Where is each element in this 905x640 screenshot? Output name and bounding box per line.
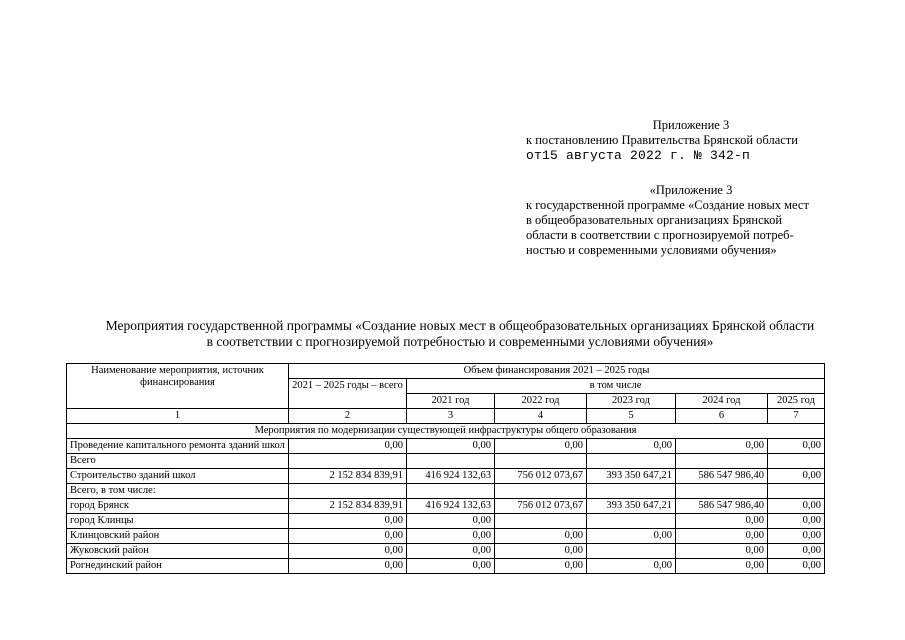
header-year: 2023 год [587, 394, 676, 409]
row-value: 0,00 [495, 529, 587, 544]
row-value [768, 454, 825, 469]
row-value: 0,00 [768, 499, 825, 514]
row-value [676, 484, 768, 499]
row-value: 0,00 [289, 529, 407, 544]
row-value: 0,00 [495, 559, 587, 574]
table-row [67, 514, 825, 529]
row-value: 0,00 [587, 439, 676, 454]
row-value: 0,00 [587, 559, 676, 574]
row-value: 0,00 [676, 544, 768, 559]
column-number-row [67, 409, 825, 424]
appendix-title: Приложение 3 [652, 118, 730, 132]
row-value: 0,00 [676, 559, 768, 574]
document-title-line: Мероприятия государственной программы «Создание новых мест в общеобразовательных организациях Брянской области [105, 318, 815, 333]
row-name: Всего [67, 454, 289, 469]
row-name: Клинцовский район [67, 529, 289, 544]
row-value [289, 484, 407, 499]
row-value: 0,00 [768, 529, 825, 544]
row-name: город Брянск [67, 499, 289, 514]
row-name: город Клинцы [67, 514, 289, 529]
row-value: 0,00 [407, 514, 495, 529]
row-value: 2 152 834 839,91 [289, 499, 407, 514]
column-number: 7 [768, 409, 825, 424]
row-value [495, 484, 587, 499]
row-name: Рогнединский район [67, 559, 289, 574]
row-value: 0,00 [676, 514, 768, 529]
program-appendix-line: в общеобразовательных организациях Брянской [526, 213, 783, 227]
row-value: 2 152 834 839,91 [289, 469, 407, 484]
row-value [768, 484, 825, 499]
row-name: Строительство зданий школ [67, 469, 289, 484]
header-including: в том числе [407, 379, 825, 394]
table-body [67, 439, 825, 574]
row-value: 586 547 986,40 [676, 469, 768, 484]
row-value: 0,00 [407, 559, 495, 574]
column-number: 6 [676, 409, 768, 424]
appendix-decree-line: к постановлению Правительства Брянской области [526, 133, 798, 147]
table-row [67, 544, 825, 559]
table-row [67, 469, 825, 484]
row-value: 0,00 [495, 439, 587, 454]
document-title [60, 318, 860, 350]
row-value [587, 544, 676, 559]
row-value [587, 484, 676, 499]
document-title-line: в соответствии с прогнозируемой потребностью и современными условиями обучения» [206, 334, 714, 349]
column-number: 3 [407, 409, 495, 424]
row-value: 0,00 [768, 439, 825, 454]
row-value [495, 514, 587, 529]
row-value [676, 454, 768, 469]
header-total: 2021 – 2025 годы – всего [289, 379, 407, 409]
program-appendix-line: области в соответствии с прогнозируемой потреб- [526, 228, 794, 242]
program-appendix-header [526, 183, 856, 258]
program-appendix-title: «Приложение 3 [649, 183, 733, 197]
row-value [407, 484, 495, 499]
row-value: 0,00 [768, 469, 825, 484]
row-value: 0,00 [768, 514, 825, 529]
row-value: 0,00 [676, 529, 768, 544]
table-row [67, 559, 825, 574]
row-value: 416 924 132,63 [407, 469, 495, 484]
column-number: 4 [495, 409, 587, 424]
section-title: Мероприятия по модернизации существующей инфраструктуры общего образования [67, 424, 825, 439]
header-year: 2022 год [495, 394, 587, 409]
row-value: 586 547 986,40 [676, 499, 768, 514]
table-row [67, 529, 825, 544]
row-value: 0,00 [289, 439, 407, 454]
header-year: 2021 год [407, 394, 495, 409]
program-appendix-line: ностью и современными условиями обучения» [526, 243, 777, 257]
table-row [67, 484, 825, 499]
row-value [407, 454, 495, 469]
row-value: 0,00 [407, 439, 495, 454]
header-activity-name: Наименование мероприятия, источник финансирования [67, 364, 289, 409]
row-value [289, 454, 407, 469]
appendix-date-line: от15 августа 2022 г. № 342-п [526, 148, 751, 163]
table-row [67, 454, 825, 469]
funding-table [66, 363, 825, 574]
row-value: 0,00 [676, 439, 768, 454]
column-number: 1 [67, 409, 289, 424]
column-number: 2 [289, 409, 407, 424]
row-value: 0,00 [407, 529, 495, 544]
row-value [587, 454, 676, 469]
row-value: 0,00 [587, 529, 676, 544]
row-value: 756 012 073,67 [495, 499, 587, 514]
row-value: 0,00 [289, 544, 407, 559]
row-name: Всего, в том числе: [67, 484, 289, 499]
row-value [587, 514, 676, 529]
header-year: 2024 год [676, 394, 768, 409]
row-value: 393 350 647,21 [587, 469, 676, 484]
program-appendix-line: к государственной программе «Создание новых мест [526, 198, 809, 212]
row-value [495, 454, 587, 469]
row-value: 0,00 [495, 544, 587, 559]
row-value: 756 012 073,67 [495, 469, 587, 484]
row-value: 0,00 [289, 559, 407, 574]
table-row [67, 439, 825, 454]
row-value: 0,00 [768, 544, 825, 559]
header-year: 2025 год [768, 394, 825, 409]
row-name: Жуковский район [67, 544, 289, 559]
row-value: 0,00 [289, 514, 407, 529]
row-name: Проведение капитального ремонта зданий школ [67, 439, 289, 454]
row-value: 0,00 [768, 559, 825, 574]
header-funding-volume: Объем финансирования 2021 – 2025 годы [289, 364, 825, 379]
appendix-header [526, 118, 856, 163]
row-value: 416 924 132,63 [407, 499, 495, 514]
column-number: 5 [587, 409, 676, 424]
row-value: 0,00 [407, 544, 495, 559]
row-value: 393 350 647,21 [587, 499, 676, 514]
table-row [67, 499, 825, 514]
